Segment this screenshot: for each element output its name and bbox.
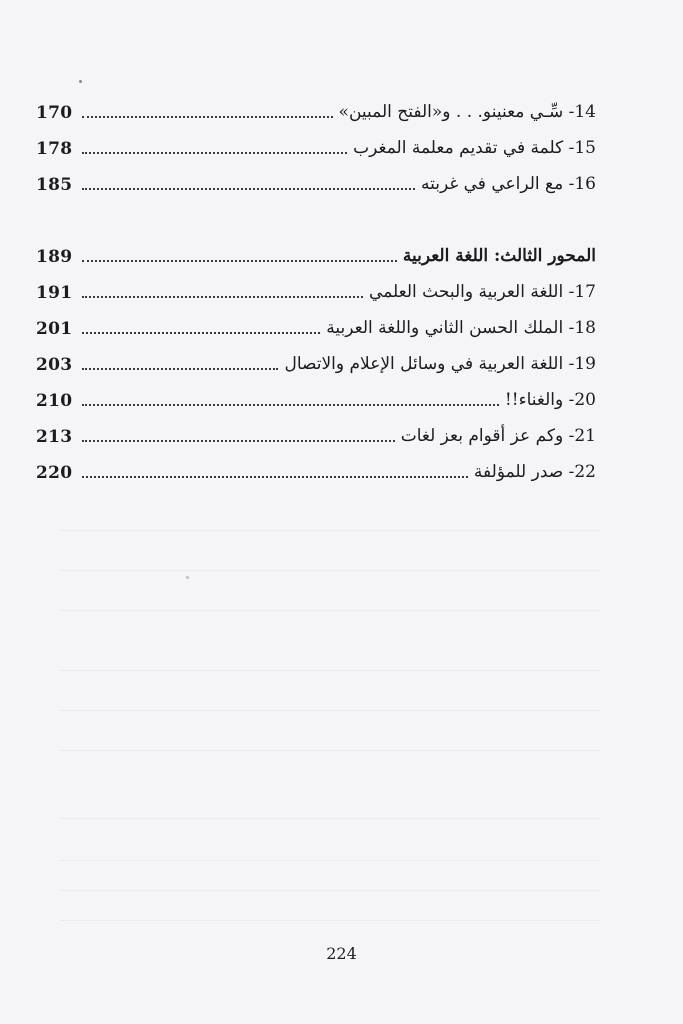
show-through-line — [60, 520, 600, 531]
toc-leader-dots — [82, 434, 395, 442]
show-through-line — [60, 880, 600, 891]
toc-leader-dots — [82, 290, 363, 298]
toc-section-title: المحور الثالث: اللغة العربية — [402, 246, 596, 266]
toc-entry[interactable] — [36, 346, 596, 376]
toc-page-number: 178 — [36, 139, 73, 159]
toc-entry-title: 21- وكم عز أقوام بعز لغات — [400, 426, 596, 446]
toc-entry[interactable] — [36, 310, 596, 340]
toc-entry[interactable] — [36, 418, 596, 448]
toc-leader-dots — [82, 326, 320, 334]
toc-page-number: 189 — [36, 247, 73, 267]
toc-entry[interactable] — [36, 454, 596, 484]
toc-entry-title: 18- الملك الحسن الثاني واللغة العربية — [326, 318, 596, 338]
toc-page-number: 203 — [36, 355, 73, 375]
toc-page-number: 213 — [36, 427, 73, 447]
toc-entry-title: 16- مع الراعي في غربته — [420, 174, 596, 194]
toc-entry-title: 14- سِّـي معنينو. . . و«الفتح المبين» — [338, 102, 596, 122]
toc-entry-title: 20- والغناء!! — [504, 390, 596, 410]
toc-page-number: 191 — [36, 283, 73, 303]
show-through-line — [60, 910, 600, 921]
show-through-line — [60, 660, 600, 671]
paper-speck — [79, 80, 82, 83]
toc-page-number: 220 — [36, 463, 73, 483]
toc-entry-title: 22- صدر للمؤلفة — [473, 462, 596, 482]
toc-page-number: 170 — [36, 103, 73, 123]
toc-entry-title: 17- اللغة العربية والبحث العلمي — [369, 282, 596, 302]
toc-page-number: 210 — [36, 391, 73, 411]
toc-entry[interactable] — [36, 274, 596, 304]
toc-entry-title: 15- كلمة في تقديم معلمة المغرب — [353, 138, 596, 158]
show-through-line — [60, 850, 600, 861]
toc-entry[interactable] — [36, 166, 596, 196]
toc-entry[interactable] — [36, 382, 596, 412]
toc-leader-dots — [82, 470, 468, 478]
paper-speck — [186, 576, 189, 579]
toc-entry-title: 19- اللغة العربية في وسائل الإعلام والاتصال — [284, 354, 596, 374]
toc-entry[interactable] — [36, 94, 596, 124]
toc-leader-dots — [82, 362, 278, 370]
page-number: 224 — [326, 944, 357, 963]
show-through-line — [60, 740, 600, 751]
show-through-line — [60, 700, 600, 711]
toc-page-number: 185 — [36, 175, 73, 195]
toc-leader-dots — [82, 110, 333, 118]
toc-leader-dots — [82, 254, 397, 262]
toc-page-number: 201 — [36, 319, 73, 339]
show-through-line — [60, 808, 600, 819]
toc-entry[interactable] — [36, 130, 596, 160]
show-through-line — [60, 560, 600, 571]
toc-leader-dots — [82, 146, 347, 154]
show-through-line — [60, 600, 600, 611]
toc-section-heading[interactable] — [36, 238, 596, 268]
toc-leader-dots — [82, 398, 499, 406]
toc-leader-dots — [82, 182, 415, 190]
